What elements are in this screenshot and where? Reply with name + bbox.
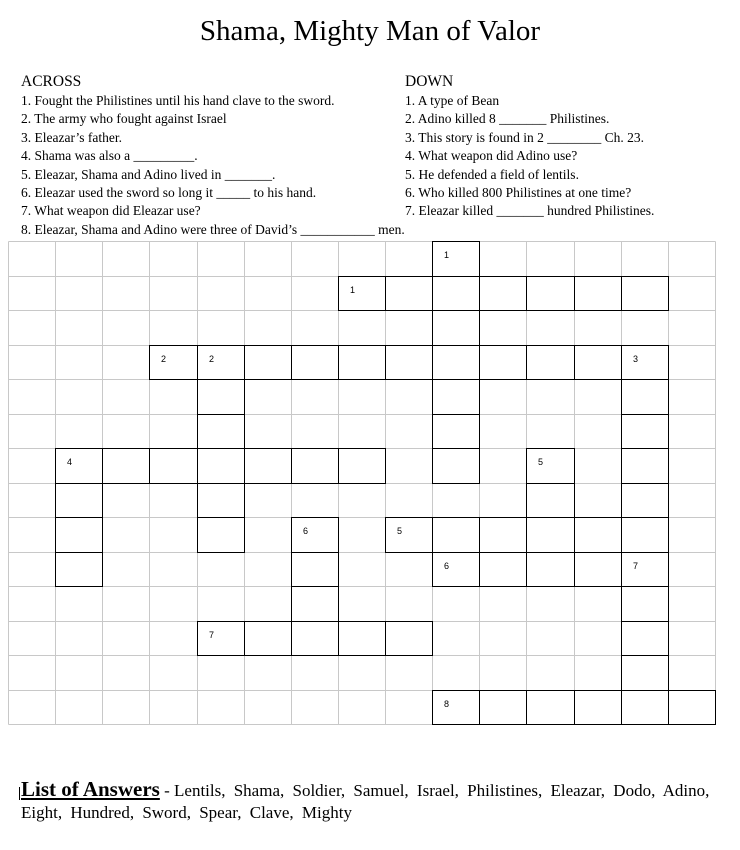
clue-number: 7 [633,561,639,571]
answer-list [21,778,733,824]
text-cursor [19,787,20,800]
answer-cell[interactable] [339,277,386,311]
answer-cell[interactable] [198,484,245,518]
answer-cell[interactable] [622,656,669,691]
across-clue: 3. Eleazar’s father. [21,129,122,145]
answer-cell[interactable] [245,622,292,656]
answer-cell[interactable] [527,346,575,380]
answer-words: Lentils, Shama, Soldier, Samuel, Israel, Philistines, Eleazar, Dodo, Adino, Eight, Hundred, Sword, Spear, Clave, Mighty [21,781,710,822]
clue-number: 6 [303,526,309,536]
answer-cell[interactable] [56,484,103,518]
answer-cell[interactable] [198,449,245,484]
across-clues [21,72,406,239]
answer-cell[interactable] [622,691,669,725]
answer-cell[interactable] [245,449,292,484]
answer-cell[interactable] [56,518,103,553]
across-clue: 2. The army who fought against Israel [21,111,227,127]
answer-cell[interactable] [480,553,527,587]
answer-cell[interactable] [480,691,527,725]
answer-cell[interactable] [292,449,339,484]
answer-cell[interactable] [622,553,669,587]
answer-list-separator: - [159,781,175,800]
answer-cell[interactable] [386,622,433,656]
answer-cell[interactable] [386,346,433,380]
answer-cell[interactable] [339,622,386,656]
answer-cell[interactable] [150,346,198,380]
down-clue: 7. Eleazar killed _______ hundred Philistines. [405,203,655,219]
answer-cell[interactable] [433,311,480,346]
clue-number: 5 [538,457,544,467]
answer-cell[interactable] [575,553,622,587]
answer-cell[interactable] [198,518,245,553]
answer-cell[interactable] [386,277,433,311]
answer-cell[interactable] [480,277,527,311]
answer-cell[interactable] [292,553,339,587]
across-clue: 5. Eleazar, Shama and Adino lived in _______. [21,166,276,182]
clue-number: 1 [350,285,356,295]
page-title: Shama, Mighty Man of Valor [199,15,541,47]
answer-cell[interactable] [622,277,669,311]
down-clue: 6. Who killed 800 Philistines at one time? [405,185,632,201]
answer-cell[interactable] [386,518,433,553]
clue-number: 7 [209,630,215,640]
clue-number: 2 [209,354,215,364]
answer-cell[interactable] [622,380,669,415]
across-clue: 1. Fought the Philistines until his hand clave to the sword. [21,93,335,108]
clue-number: 1 [444,250,450,260]
answer-cell[interactable] [480,346,527,380]
down-clue: 1. A type of Bean [405,93,500,108]
clue-number: 4 [67,457,73,467]
answer-cell[interactable] [527,277,575,311]
answer-cell[interactable] [292,587,339,622]
answer-cell[interactable] [150,449,198,484]
across-clue: 6. Eleazar used the sword so long it _____ to his hand. [21,185,317,201]
answer-cell[interactable] [669,691,716,725]
crossword-grid[interactable] [8,241,715,724]
answer-cell[interactable] [575,691,622,725]
answer-cell[interactable] [56,449,103,484]
answer-cell[interactable] [292,622,339,656]
answer-cell[interactable] [575,346,622,380]
answer-cell[interactable] [339,346,386,380]
clue-number: 2 [161,354,167,364]
answer-cell[interactable] [527,553,575,587]
down-clue: 5. He defended a field of lentils. [405,166,579,182]
answer-cell[interactable] [292,518,339,553]
answer-cell[interactable] [292,346,339,380]
answer-cell[interactable] [433,518,480,553]
answer-cell[interactable] [575,277,622,311]
answer-cell[interactable] [480,518,527,553]
clue-number: 5 [397,526,403,536]
answer-cell[interactable] [622,346,669,380]
answer-cell[interactable] [527,449,575,484]
answer-list-label: List of Answers [21,777,160,801]
down-clue: 2. Adino killed 8 _______ Philistines. [405,111,610,127]
answer-cell[interactable] [245,346,292,380]
down-heading: DOWN [405,73,454,90]
answer-cell[interactable] [622,622,669,656]
across-clue: 7. What weapon did Eleazar use? [21,203,201,219]
answer-cell[interactable] [198,622,245,656]
across-clue: 8. Eleazar, Shama and Adino were three of David’s ___________ men. [21,221,405,237]
answer-cell[interactable] [527,518,575,553]
answer-cell[interactable] [575,518,622,553]
answer-cell[interactable] [433,449,480,484]
answer-cell[interactable] [622,484,669,518]
answer-cell[interactable] [103,449,150,484]
answer-cell[interactable] [433,415,480,449]
answer-cell[interactable] [56,553,103,587]
answer-cell[interactable] [433,242,480,277]
clue-number: 3 [633,354,639,364]
answer-cell[interactable] [622,518,669,553]
down-clues [405,72,725,221]
answer-cell[interactable] [527,484,575,518]
down-clue: 4. What weapon did Adino use? [405,148,578,164]
across-clue: 4. Shama was also a _________. [21,148,198,164]
answer-cell[interactable] [433,346,480,380]
answer-cell[interactable] [198,380,245,415]
across-heading: ACROSS [21,73,82,90]
clue-number: 8 [444,699,450,709]
answer-cell[interactable] [433,277,480,311]
down-clue: 3. This story is found in 2 ________ Ch. 23. [405,129,645,145]
clue-number: 6 [444,561,450,571]
answer-cell[interactable] [622,415,669,449]
answer-cell[interactable] [433,380,480,415]
answer-cell[interactable] [433,691,480,725]
answer-cell[interactable] [198,415,245,449]
answer-cell[interactable] [622,587,669,622]
answer-cell[interactable] [527,691,575,725]
answer-cell[interactable] [433,553,480,587]
answer-cell[interactable] [198,346,245,380]
answer-cell[interactable] [339,449,386,484]
answer-cell[interactable] [622,449,669,484]
grid-lines [8,241,717,726]
